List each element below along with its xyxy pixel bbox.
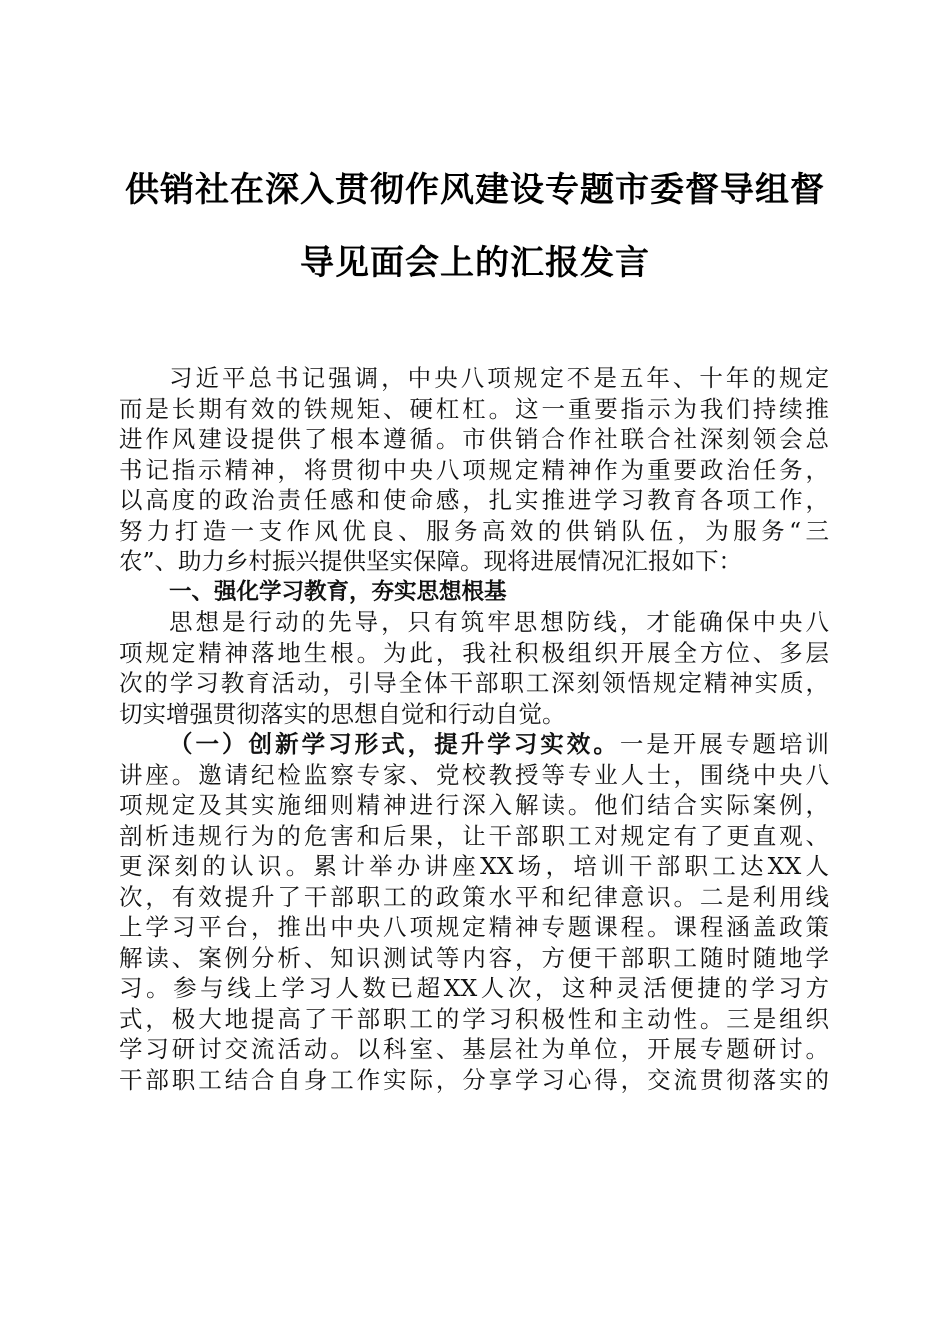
document-body bbox=[119, 363, 829, 1095]
paragraph-2-line: 次的学习教育活动，引导全体干部职工深刻领悟规定精神实质， bbox=[119, 669, 829, 697]
paragraph-3-line: 上学习平台，推出中央八项规定精神专题课程。课程涵盖政策 bbox=[119, 913, 829, 941]
paragraph-1-line: 习近平总书记强调，中央八项规定不是五年、十年的规定 bbox=[169, 364, 829, 392]
paragraph-3-line: 更深刻的认识。累计举办讲座XX场，培训干部职工达XX人 bbox=[119, 852, 829, 880]
paragraph-2-line: 思想是行动的先导，只有筑牢思想防线，才能确保中央八 bbox=[169, 608, 829, 636]
paragraph-3-line: 次，有效提升了干部职工的政策水平和纪律意识。二是利用线 bbox=[119, 882, 829, 911]
paragraph-3-line: 讲座。邀请纪检监察专家、党校教授等专业人士，围绕中央八 bbox=[119, 760, 829, 789]
paragraph-1-line: 进作风建设提供了根本遵循。市供销合作社联合社深刻领会总 bbox=[119, 425, 829, 453]
paragraph-3-line: 学习研讨交流活动。以科室、基层社为单位，开展专题研讨。 bbox=[119, 1035, 829, 1063]
paragraph-1-line: 努力打造一支作风优良、服务高效的供销队伍，为服务“三 bbox=[119, 516, 829, 545]
paragraph-1-line: 而是长期有效的铁规矩、硬杠杠。这一重要指示为我们持续推 bbox=[119, 394, 829, 423]
document-title-line-1: 供销社在深入贯彻作风建设专题市委督导组督 bbox=[125, 170, 825, 210]
paragraph-2-line: 切实增强贯彻落实的思想自觉和行动自觉。 bbox=[119, 699, 566, 728]
paragraph-2-line: 项规定精神落地生根。为此，我社积极组织开展全方位、多层 bbox=[119, 638, 829, 667]
paragraph-3-first-line-text: 一是开展专题培训 bbox=[619, 730, 830, 758]
paragraph-3-line: 解读、案例分析、知识测试等内容，方便干部职工随时随地学 bbox=[119, 943, 829, 972]
paragraph-1-line: 以高度的政治责任感和使命感，扎实推进学习教育各项工作， bbox=[119, 486, 829, 514]
subsection-1-heading: （一）创新学习形式，提升学习实效。 bbox=[169, 730, 620, 758]
paragraph-3-line: 干部职工结合自身工作实际，分享学习心得，交流贯彻落实的 bbox=[119, 1065, 829, 1094]
paragraph-3-first-line bbox=[119, 729, 829, 760]
paragraph-3-line: 剖析违规行为的危害和后果，让干部职工对规定有了更直观、 bbox=[119, 821, 829, 850]
section-1-heading: 一、强化学习教育，夯实思想根基 bbox=[169, 578, 507, 605]
document-title-line-2: 导见面会上的汇报发言 bbox=[300, 243, 650, 283]
paragraph-1-line: 书记指示精神，将贯彻中央八项规定精神作为重要政治任务， bbox=[119, 455, 829, 484]
paragraph-3-line: 式，极大地提高了干部职工的学习积极性和主动性。三是组织 bbox=[119, 1004, 829, 1033]
paragraph-3-line: 项规定及其实施细则精神进行深入解读。他们结合实际案例， bbox=[119, 791, 829, 819]
paragraph-1-line: 农”、助力乡村振兴提供坚实保障。现将进展情况汇报如下： bbox=[119, 547, 743, 575]
paragraph-3-line: 习。参与线上学习人数已超XX人次，这种灵活便捷的学习方 bbox=[119, 974, 829, 1002]
